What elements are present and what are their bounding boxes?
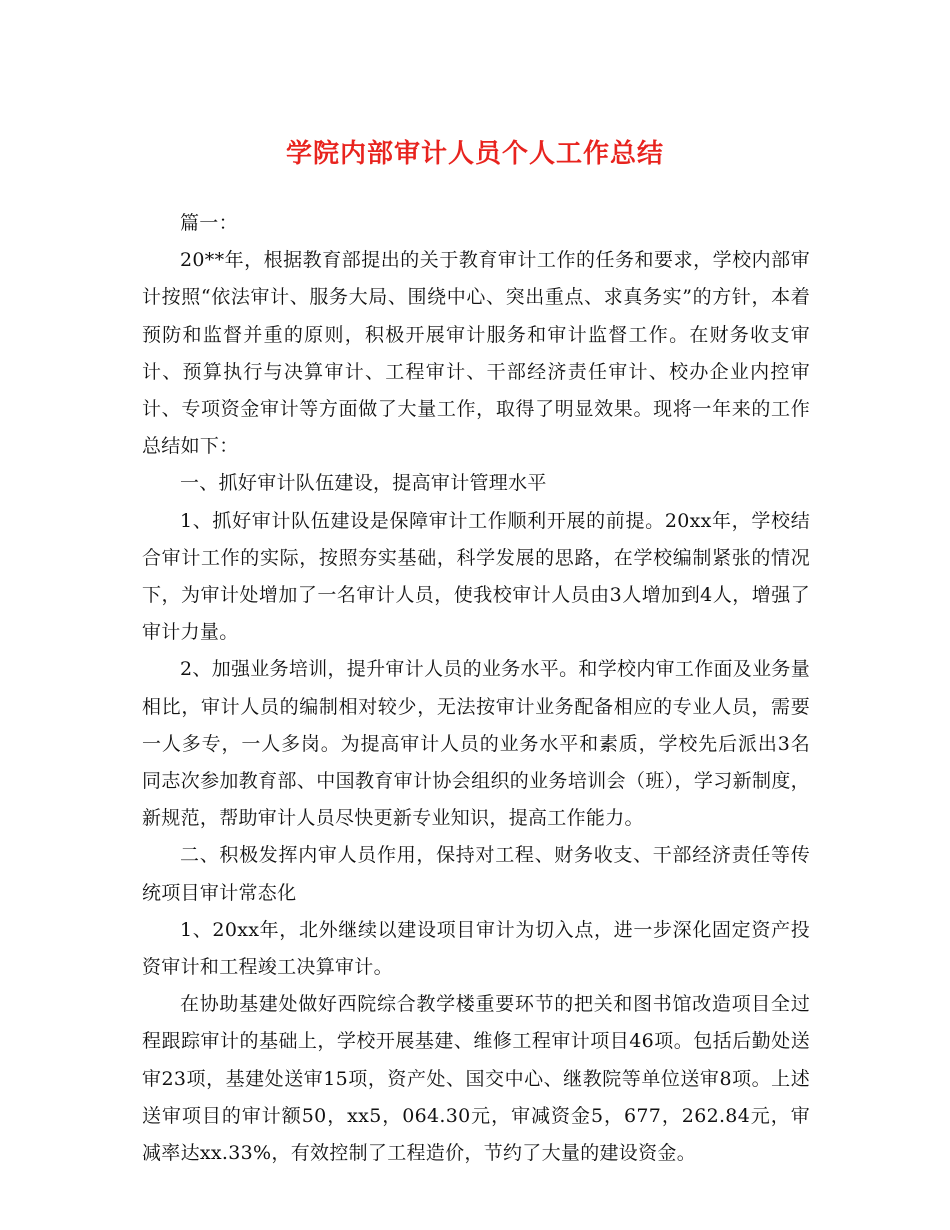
paragraph-intro: 20**年，根据教育部提出的关于教育审计工作的任务和要求，学校内部审计按照“依法审计、服务大局、围绕中心、突出重点、求真务实”的方针，本着预防和监督并重的原则，积极开展审计服务和审计监督工作。在财务收支审计、预算执行与决算审计、工程审计、干部经济责任审计、校办企业内控审计、专项资金审计等方面做了大量工作，取得了明显效果。现将一年来的工作总结如下：	[142, 249, 810, 458]
paragraph-section-label: 篇一：	[180, 212, 238, 234]
document-title: 学院内部审计人员个人工作总结	[285, 139, 664, 169]
paragraph-audit-results: 在协助基建处做好西院综合教学楼重要环节的把关和图书馆改造项目全过程跟踪审计的基础上，学校开展基建、维修工程审计项目46项。包括后勤处送审23项，基建处送审15项，资产处、国交中心、继教院等单位送审8项。上述送审项目的审计额50，xx5，064.30元，审减资金5，677，262.84元，审减率达xx.33%，有效控制了工程造价，节约了大量的建设资金。	[142, 993, 810, 1165]
heading-section-one: 一、抓好审计队伍建设，提高审计管理水平	[180, 472, 547, 495]
paragraph-project-audit: 1、20xx年，北外继续以建设项目审计为切入点，进一步深化固定资产投资审计和工程竣工决算审计。	[142, 918, 810, 979]
document-body	[142, 205, 810, 1172]
paragraph-team-building: 1、抓好审计队伍建设是保障审计工作顺利开展的前提。20xx年，学校结合审计工作的实际，按照夯实基础，科学发展的思路，在学校编制紧张的情况下，为审计处增加了一名审计人员，使我校审计人员由3人增加到4人，增强了审计力量。	[142, 509, 810, 644]
heading-section-two: 二、积极发挥内审人员作用，保持对工程、财务收支、干部经济责任等传统项目审计常态化	[142, 844, 810, 904]
paragraph-training: 2、加强业务培训，提升审计人员的业务水平。和学校内审工作面及业务量相比，审计人员的编制相对较少，无法按审计业务配备相应的专业人员，需要一人多专，一人多岗。为提高审计人员的业务水平和素质，学校先后派出3名同志次参加教育部、中国教育审计协会组织的业务培训会（班），学习新制度，新规范，帮助审计人员尽快更新专业知识，提高工作能力。	[142, 658, 810, 830]
